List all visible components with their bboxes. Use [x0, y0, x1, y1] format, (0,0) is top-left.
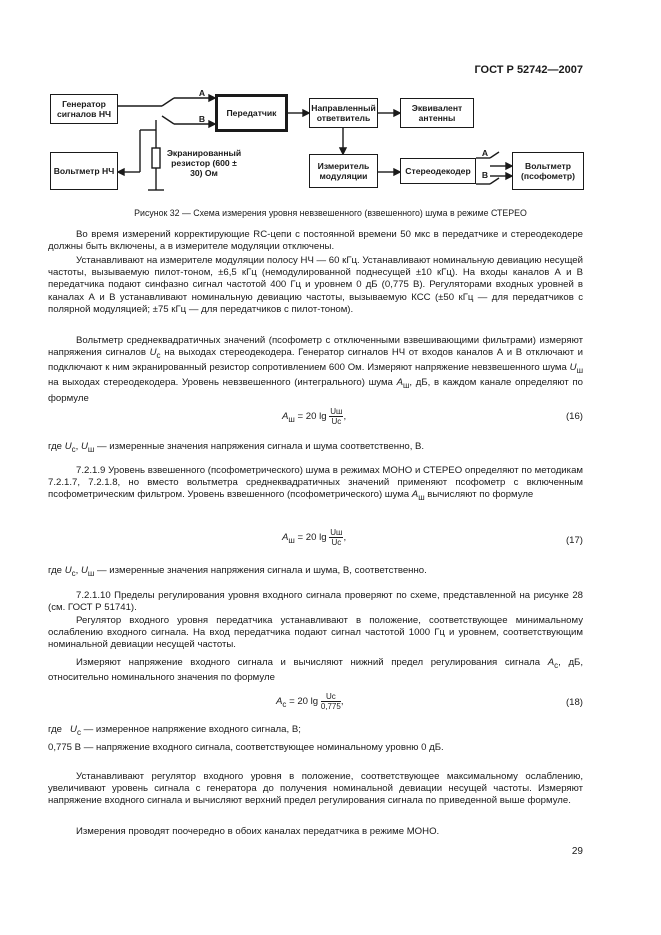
paragraph-8: Устанавливают регулятор входного уровня в положение, соответствующее максимальному ослаблению, увеличивают уровень сигнала с генератора до получения номинальной девиации несущей частоты. Измеряют напряжение входного сигнала и вычисляют верхний предел регулирования сигнала по приведенной выше формуле.: [48, 771, 583, 807]
decoder-block: Стереодекодер: [400, 158, 476, 184]
equivalent-block: Эквивалент антенны: [400, 98, 474, 128]
paragraph-7: Измеряют напряжение входного сигнала и вычисляют нижний предел регулирования сигнала $A_c$, дБ, относительно номинального значения по формуле: [48, 657, 584, 684]
where-17: где $U_с$, $U_ш$ — измеренные значения напряжения сигнала и шума, В, соответственно.: [48, 565, 427, 578]
psophometer-block: Вольтметр (псофометр): [512, 152, 584, 190]
paragraph-1: Во время измерений корректирующие RC-цепи с постоянной времени 50 мкс в передатчике и стереодекодере должны быть включены, а в измерителе модуляции отключены.: [48, 229, 583, 253]
port-b-label: B: [198, 114, 206, 124]
where-18a: где $U_с$ — измеренное напряжение входного сигнала, В;: [48, 724, 301, 737]
paragraph-6: Регулятор входного уровня передатчика устанавливают в положение, соответствующее минимальному ослаблению входного сигнала. На вход передатчика подают сигнал частотой 1000 Гц и уровнем, соответствующим номинальной девиации несущей частоты.: [48, 615, 583, 651]
resistor-label: Экранированный резистор (600 ± 30) Ом: [166, 148, 242, 178]
formula-16-number: (16): [565, 411, 583, 422]
paragraph-9: Измерения проводят поочередно в обоих каналах передатчика в режиме МОНО.: [76, 826, 440, 837]
formula-16: $A_ш = 20$ lg $\frac{Uш}{Uс}$ ,: [282, 407, 347, 426]
paragraph-4: 7.2.1.9 Уровень взвешенного (псофометрического) шума в режимах МОНО и СТЕРЕО определяют по методикам 7.2.1.7, 7.2.1.8, но вместо вольтметра среднеквадратичных значений применяют псофометр с включенным псофометрическим фильтром. Уровень взвешенного (псофометрического) шума $A_ш$ вычисляют по формуле: [48, 465, 583, 503]
transmitter-block: Передатчик: [215, 94, 288, 132]
paragraph-3: Вольтметр среднеквадратичных значений (псофометр с отключенными взвешивающими фильтрами) измеряют напряжения сигналов $U_c$ на выходах стереодекодера. Генератор сигналов НЧ от входов каналов А и В отключают и подключают к ним экранированный резистор сопротивлением 600 Ом. Измеряют напряжение невзвешенного шума $U_ш$ на выходах стереодекодера. Уровень невзвешенного (интегрального) шума $A_ш$, дБ, в каждом канале определяют по формуле: [48, 335, 583, 404]
paragraph-5: 7.2.1.10 Пределы регулирования уровня входного сигнала проверяют по схеме, представленной на рисунке 28 (см. ГОСТ Р 51741).: [48, 590, 583, 614]
paragraph-2: Устанавливают на измерителе модуляции полосу НЧ — 60 кГц. Устанавливают номинальную девиацию несущей частоты, вызываемую пилот-тоном, ±6,5 кГц (немодулированной поднесущей ±10 кГц). На входы каналов А и В передатчика подают синфазно сигнал частотой 400 Гц и уровнем 0 дБ (0,775 В). Регуляторами входных уровней в каналах А и В устанавливают номинальную девиацию частоты, вызываемую КСС (±50 кГц — для передатчиков с полярной модуляцией; ±75 кГц — для передатчиков с пилот-тоном).: [48, 255, 583, 315]
port-b2-label: B: [481, 170, 489, 180]
measurement-diagram: [44, 86, 590, 206]
page-number: 29: [571, 846, 583, 857]
voltmeter-block: Вольтметр НЧ: [50, 152, 118, 190]
port-a2-label: A: [481, 148, 489, 158]
port-a-label: A: [198, 88, 206, 98]
formula-17: $A_ш = 20$ lg $\frac{Uш}{Uс}$ ,: [282, 528, 347, 547]
formula-18: $A_с = 20$ lg $\frac{Uс}{0,775}$ ,: [276, 692, 344, 711]
figure-caption: Рисунок 32 — Схема измерения уровня невзвешенного (взвешенного) шума в режиме СТЕРЕО: [134, 208, 527, 218]
modmeter-block: Измеритель модуляции: [309, 154, 378, 188]
coupler-block: Направленный ответвитель: [309, 98, 378, 128]
generator-block: Генератор сигналов НЧ: [50, 94, 118, 124]
where-16: где $U_с$, $U_ш$ — измеренные значения напряжения сигнала и шума соответственно, В.: [48, 441, 425, 454]
formula-18-number: (18): [565, 697, 583, 708]
document-header: ГОСТ Р 52742—2007: [474, 64, 583, 76]
formula-17-number: (17): [565, 535, 583, 546]
where-18b: 0,775 В — напряжение входного сигнала, соответствующее номинальному уровню 0 дБ.: [48, 742, 444, 753]
